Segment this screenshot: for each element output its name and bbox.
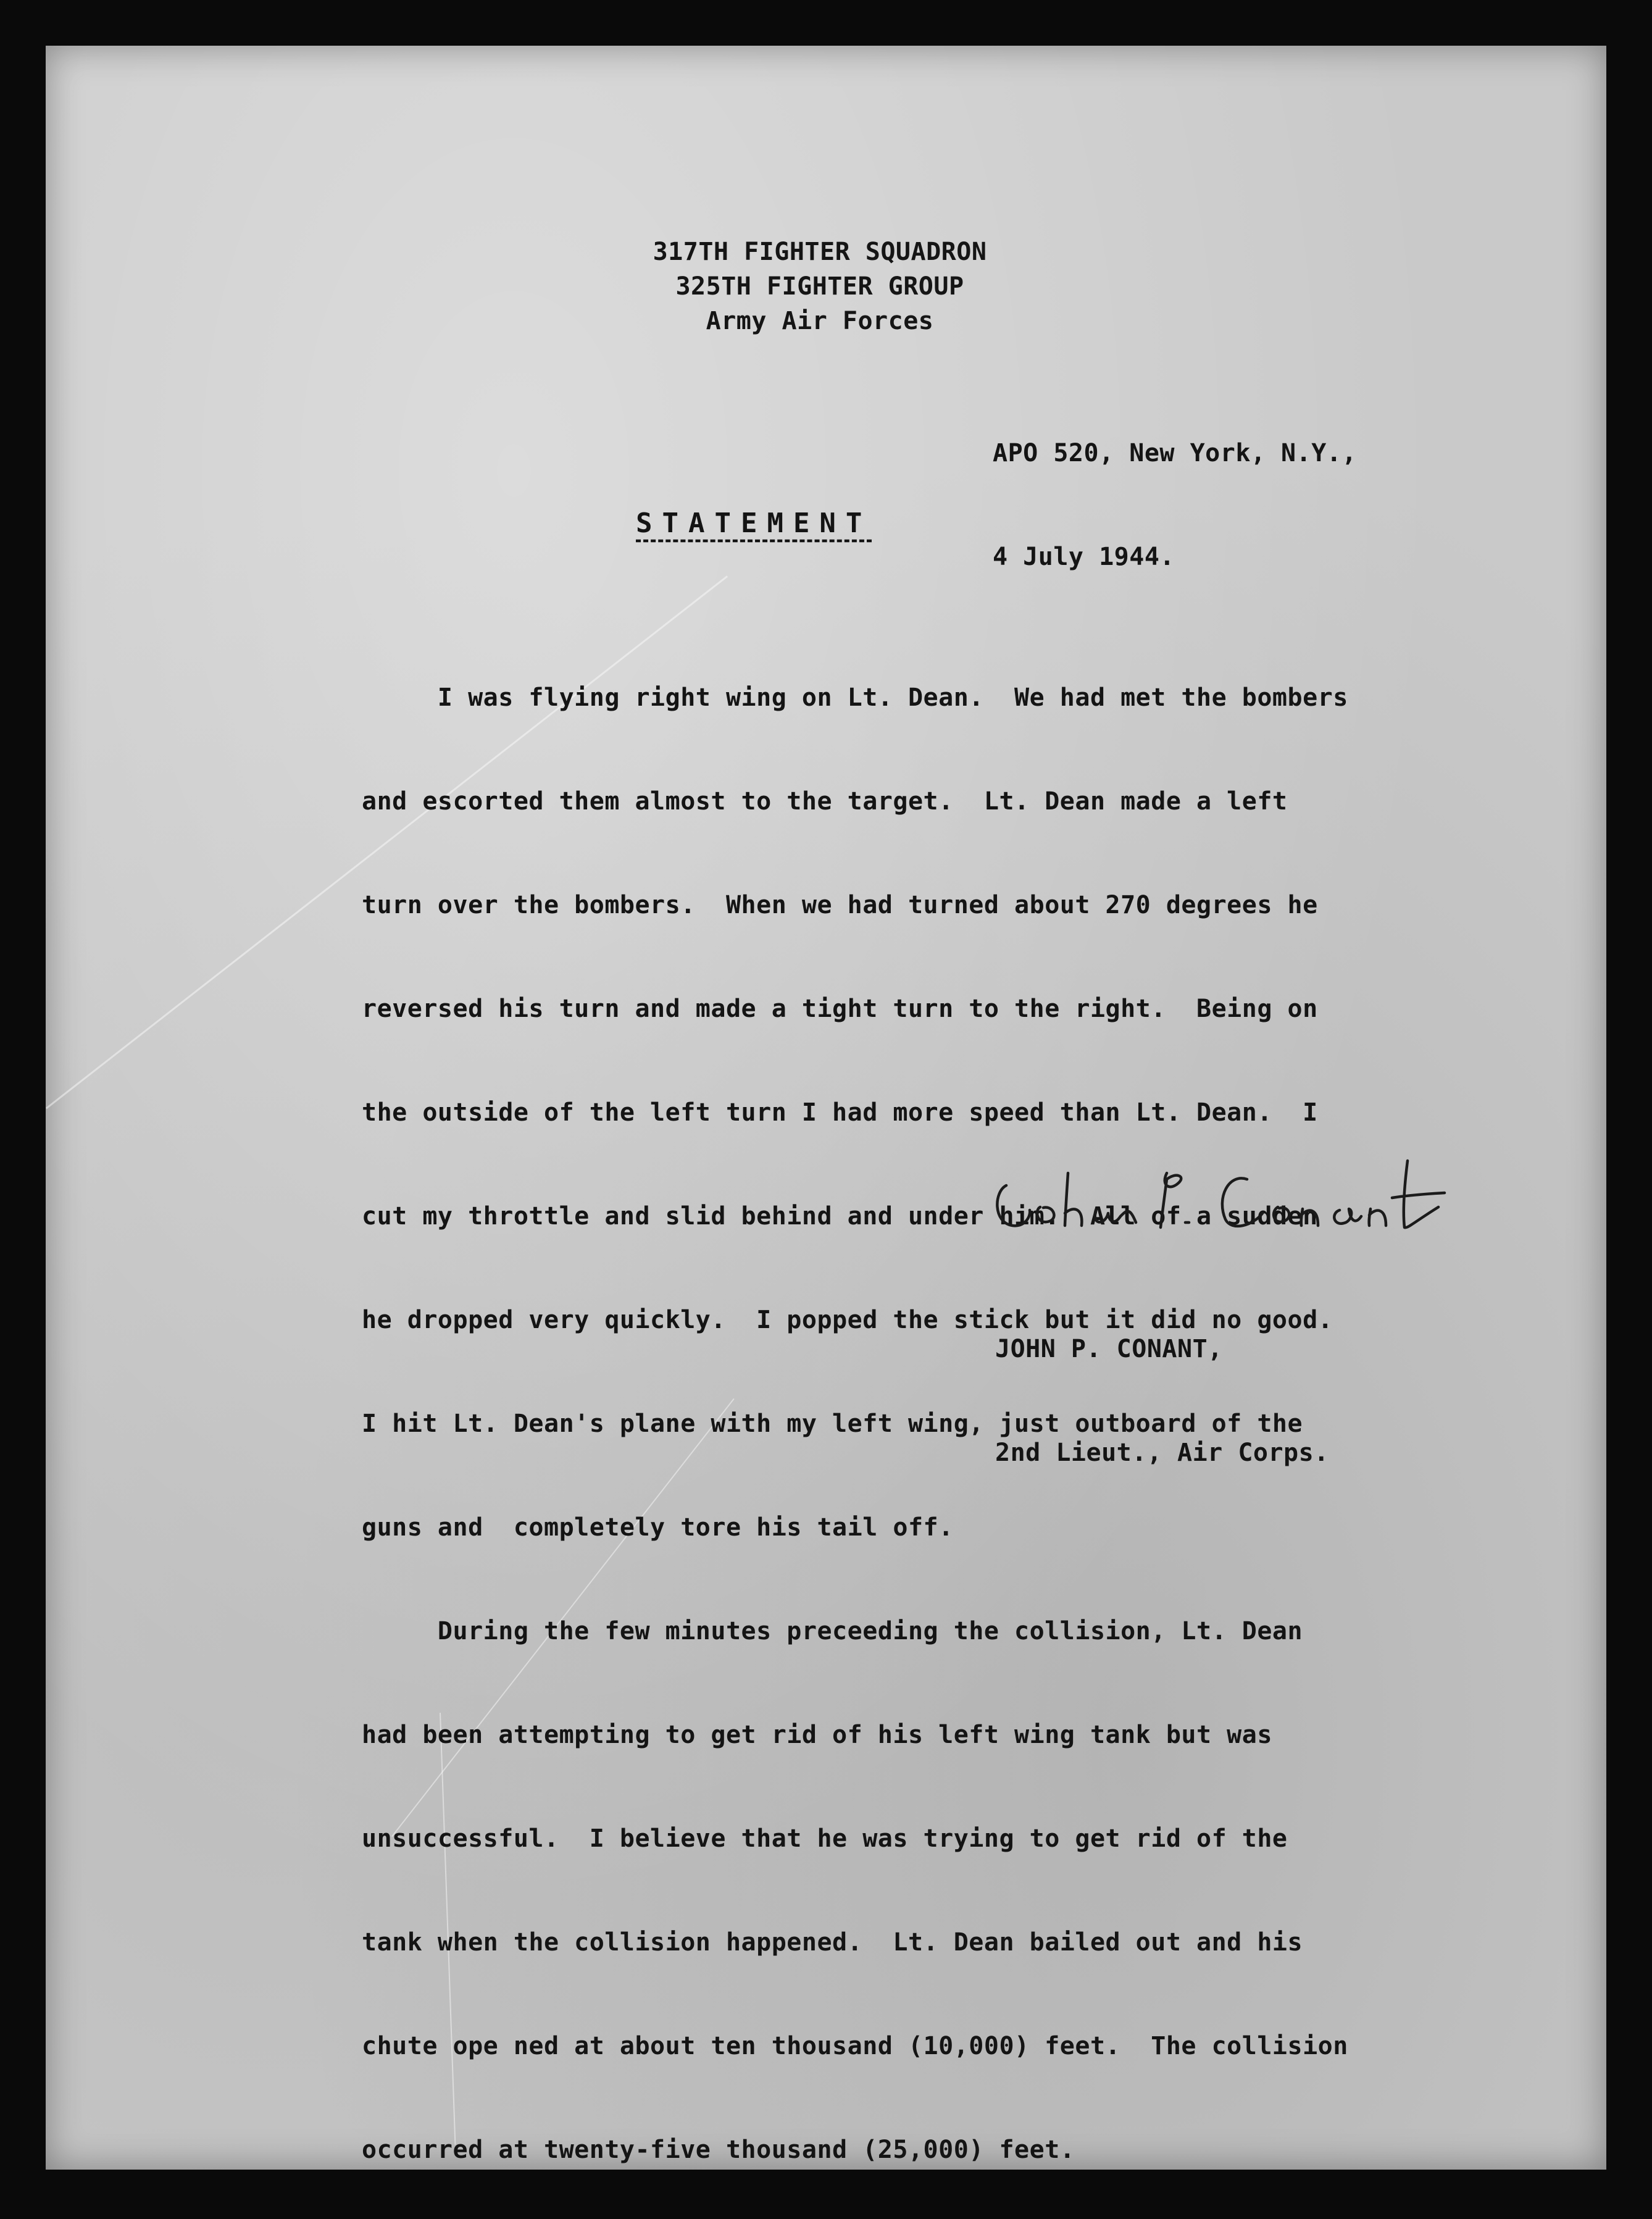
service-name: Army Air Forces: [706, 307, 934, 335]
document-title: STATEMENT: [636, 508, 872, 539]
body-line: reversed his turn and made a tight turn to the right. Being on: [362, 995, 1318, 1023]
body-line: guns and completely tore his tail off.: [362, 1513, 954, 1542]
signatory-rank: 2nd Lieut., Air Corps.: [995, 1439, 1329, 1467]
body-line: cut my throttle and slid behind and under him. All of a sudden: [362, 1202, 1318, 1231]
letterhead: [0, 235, 1652, 338]
body-line: he dropped very quickly. I popped the stick but it did no good.: [362, 1306, 1333, 1334]
body-line: occurred at twenty-five thousand (25,000) feet.: [362, 2136, 1075, 2164]
apo-address: APO 520, New York, N.Y.,: [993, 439, 1357, 467]
body-line: the outside of the left turn I had more speed than Lt. Dean. I: [362, 1098, 1318, 1127]
location-date-block: [993, 367, 1357, 609]
body-line: unsuccessful. I believe that he was trying to get rid of the: [362, 1824, 1288, 1853]
body-line: I was flying right wing on Lt. Dean. We had met the bombers: [362, 683, 1348, 712]
signature-block: [995, 1263, 1329, 1505]
handwritten-signature: [982, 1148, 1463, 1253]
squadron-name: 317TH FIGHTER SQUADRON: [653, 238, 987, 266]
body-line: tank when the collision happened. Lt. Dean bailed out and his: [362, 1928, 1303, 1957]
body-line: and escorted them almost to the target. Lt. Dean made a left: [362, 787, 1288, 816]
body-line: had been attempting to get rid of his left wing tank but was: [362, 1721, 1272, 1749]
document-date: 4 July 1944.: [993, 543, 1175, 571]
body-line: turn over the bombers. When we had turned about 270 degrees he: [362, 891, 1318, 919]
body-line: I hit Lt. Dean's plane with my left wing, just outboard of the: [362, 1410, 1303, 1438]
body-line: chute ope ned at about ten thousand (10,000) feet. The collision: [362, 2032, 1348, 2060]
body-line: During the few minutes preceeding the collision, Lt. Dean: [362, 1617, 1303, 1645]
signatory-name: JOHN P. CONANT,: [995, 1335, 1223, 1363]
group-name: 325TH FIGHTER GROUP: [675, 272, 964, 301]
